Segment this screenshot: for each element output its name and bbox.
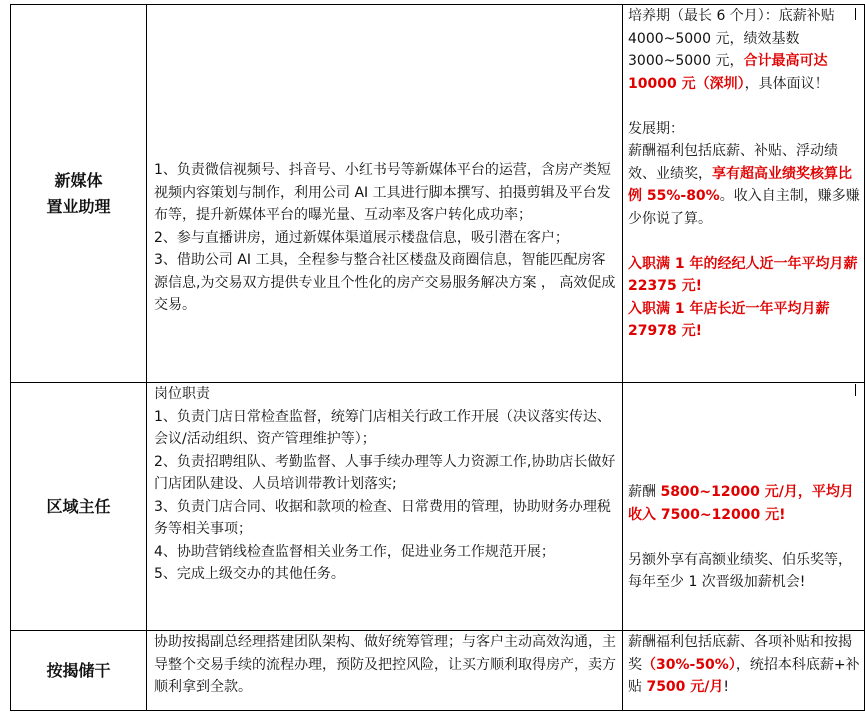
duty-heading: 岗位职责	[154, 386, 210, 402]
job-table	[10, 4, 865, 711]
pay-highlight: （30%-50%）	[642, 656, 736, 673]
pay-highlight: 合计最高可达 10000 元（深圳）	[628, 53, 828, 92]
pay-text: ，统招本科底薪+补贴	[628, 656, 860, 695]
pay-text: !	[723, 679, 730, 695]
pay-paragraph	[628, 118, 860, 231]
duty-cell	[147, 5, 623, 383]
pay-text: 发展期：	[628, 120, 684, 137]
table-edge-mark	[855, 8, 864, 20]
role-cell	[11, 5, 147, 383]
table-row	[11, 5, 865, 383]
pay-paragraph	[628, 253, 860, 343]
duty-item: 2、参与直播讲房，通过新媒体渠道展示楼盘信息，吸引潜在客户；	[154, 229, 569, 246]
duty-item: 1、负责门店日常检查监督，统筹门店相关行政工作开展（决议落实传达、会议/活动组织、资产管理维护等）；	[154, 408, 611, 447]
role-cell	[11, 383, 147, 631]
pay-paragraph	[628, 549, 860, 594]
pay-cell	[623, 631, 865, 711]
pay-highlight: 入职满 1 年店长近一年平均月薪 27978 元!	[628, 300, 830, 339]
pay-text: 培养期（最长 6 个月）：底薪补贴 4000~5000 元，绩效基数 3000~5000 元，	[628, 8, 835, 69]
role-title: 按揭储干	[46, 660, 111, 680]
pay-paragraph	[628, 5, 860, 95]
pay-text: 薪酬福利包括底薪、补贴、浮动绩效、业绩奖，	[628, 143, 838, 182]
pay-text: 另额外享有高额业绩奖、伯乐奖等，每年至少 1 次晋级加薪机会!	[628, 551, 852, 590]
table-row	[11, 631, 865, 711]
duty-cell	[147, 631, 623, 711]
pay-paragraph	[628, 433, 860, 526]
pay-text: ，具体面议！	[744, 75, 829, 92]
duty-item: 5、完成上级交办的其他任务。	[154, 566, 345, 582]
duty-item: 协助按揭副总经理搭建团队架构、做好统筹管理；与客户主动高效沟通，主导整个交易手续的流程办理，预防及把控风险，让买方顺利取得房产，卖方顺利拿到全款。	[154, 634, 616, 695]
duty-item: 3、负责门店合同、收据和款项的检查、日常费用的管理，协助财务办理税务等相关事项；	[154, 498, 611, 537]
role-title: 区域主任	[46, 496, 111, 516]
duty-item: 2、负责招聘组队、考勤监督、人事手续办理等人力资源工作,协助店长做好门店团队建设、人员培训带教计划落实;	[154, 453, 616, 492]
table-edge-mark	[855, 384, 864, 396]
table-row	[11, 383, 865, 631]
pay-paragraph	[628, 631, 860, 699]
role-cell	[11, 631, 147, 711]
pay-text: 。收入自主制，赚多赚少你说了算。	[628, 188, 860, 227]
duty-item: 1、负责微信视频号、抖音号、小红书号等新媒体平台的运营，含房产类短视频内容策划与制作，利用公司 AI 工具进行脚本撰写、拍摄剪辑及平台发布等，提升新媒体平台的曝光量、互动率及客户转化成功率；	[154, 162, 611, 223]
pay-text: 薪酬	[628, 484, 661, 500]
pay-highlight: 7500 元/月	[646, 679, 724, 695]
duty-item: 4、协助营销线检查监督相关业务工作，促进业务工作规范开展；	[154, 543, 555, 560]
role-title-line1: 新媒体	[54, 170, 103, 190]
pay-text: 薪酬福利包括底薪、各项补贴和按揭奖	[628, 634, 852, 673]
pay-highlight: 享有超高业绩奖核算比例 55%-80%	[628, 165, 852, 204]
pay-highlight: 入职满 1 年的经纪人近一年平均月薪 22375 元!	[628, 255, 858, 294]
role-title-line2: 置业助理	[46, 196, 111, 216]
pay-cell	[623, 5, 865, 383]
duty-item: 3、借助公司 AI 工具，全程参与整合社区楼盘及商圈信息，智能匹配房客源信息,为交易双方提供专业且个性化的房产交易服务解决方案 ， 高效促成交易。	[154, 252, 616, 313]
pay-cell	[623, 383, 865, 631]
duty-cell	[147, 383, 623, 631]
pay-highlight: 5800~12000 元/月，平均月收入 7500~12000 元!	[628, 484, 854, 523]
